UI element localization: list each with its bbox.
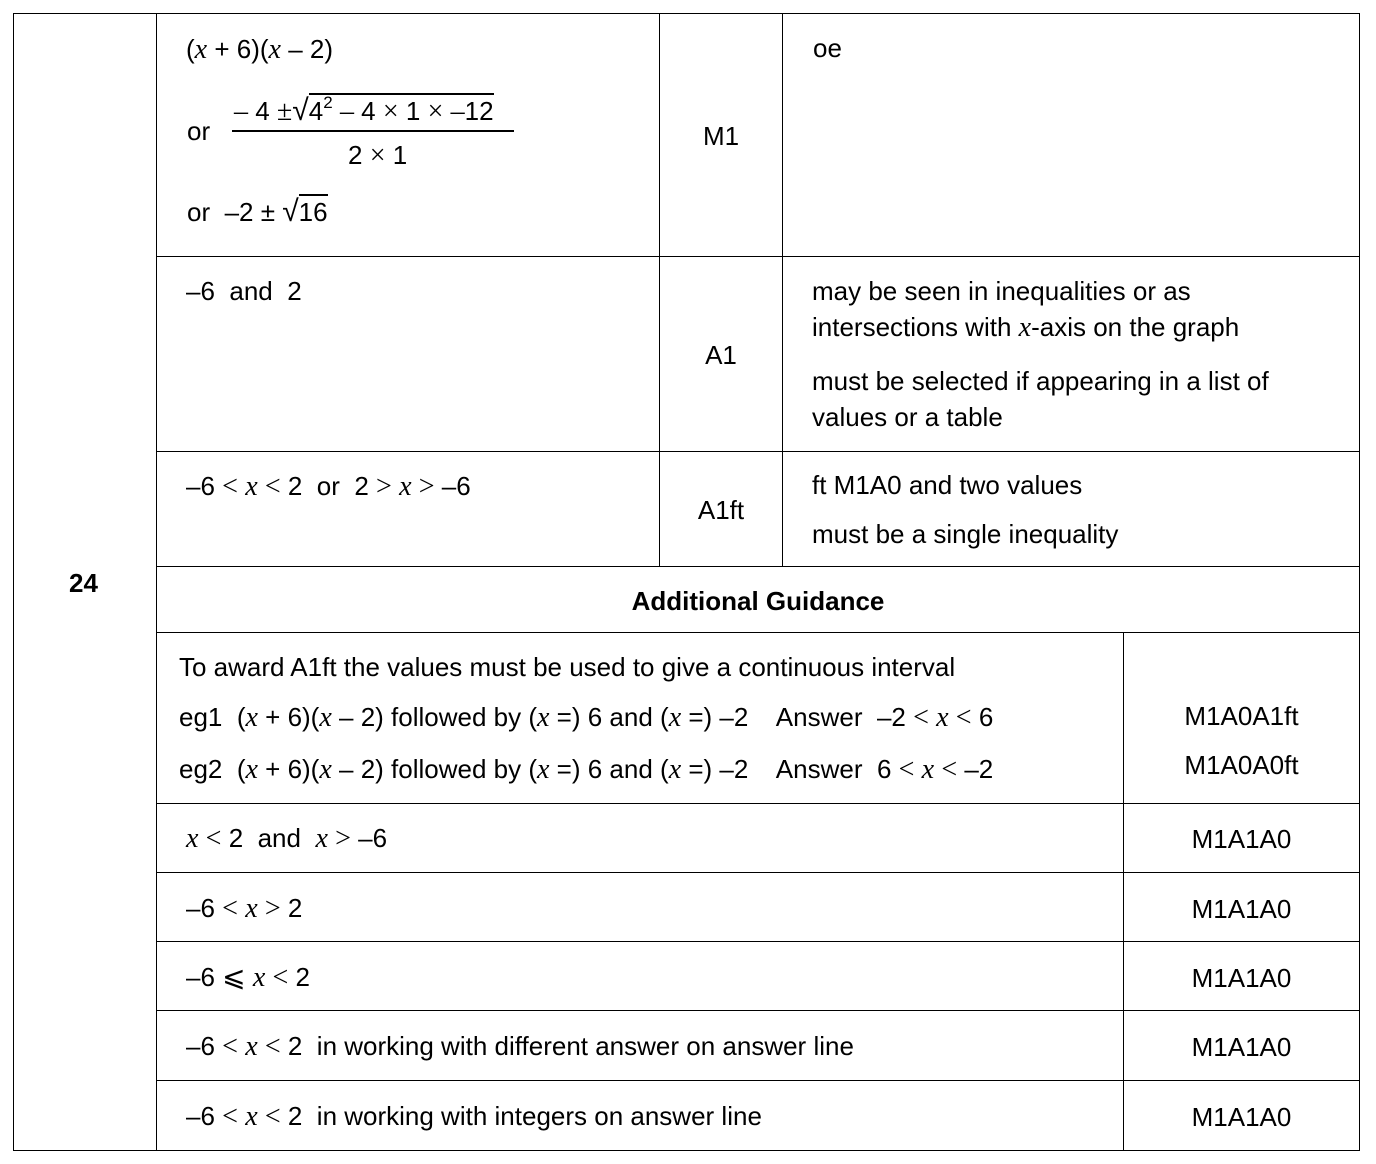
row-2-comment-line-4: values or a table (812, 402, 1003, 432)
guidance-case-4: –6 < x < 2 in working with different answer on answer line (186, 1031, 854, 1062)
guidance-case-4-mark: M1A1A0 (1191, 1032, 1292, 1062)
guidance-eg1: eg1 (x + 6)(x – 2) followed by (x =) 6 and (x =) –2 Answer –2 < x < 6 (179, 702, 994, 733)
row-3-mark: A1ft (697, 495, 745, 525)
row-1-factorised-answer: (x + 6)(x – 2) (186, 34, 333, 65)
guidance-case-2-mark: M1A1A0 (1191, 894, 1292, 924)
guidance-case-5-mark: M1A1A0 (1191, 1102, 1292, 1132)
quadratic-formula-numerator: – $4 \pm√4^2 - 4 \times 1 \times -12$ (234, 93, 494, 127)
guidance-case-1-mark: M1A1A0 (1191, 824, 1292, 854)
row-1-completing-square: or –2 ± √16 (187, 195, 328, 228)
additional-guidance-heading: Additional Guidance (631, 586, 885, 616)
guidance-case-1: x < 2 and x > –6 (186, 823, 388, 854)
row-3-comment-line-2: must be a single inequality (812, 519, 1119, 549)
guidance-case-2: –6 < x > 2 (186, 893, 303, 924)
fraction-bar (232, 130, 514, 132)
row-3-answer: –6 < x < 2 or 2 > x > –6 (186, 471, 471, 502)
guidance-eg2-mark: M1A0A0ft (1184, 750, 1299, 780)
question-number: 24 (69, 568, 98, 598)
quadratic-formula-fraction (232, 86, 514, 171)
row-1-or-label-1: or (187, 116, 211, 146)
guidance-case-5: –6 < x < 2 in working with integers on answer line (186, 1101, 762, 1132)
row-2-mark: A1 (705, 340, 737, 370)
quadratic-formula-denominator: 2 × 1 (348, 140, 408, 171)
guidance-eg2: eg2 (x + 6)(x – 2) followed by (x =) 6 and (x =) –2 Answer 6 < x < –2 (179, 754, 994, 785)
row-2-answer: –6 and 2 (186, 276, 302, 306)
row-3-comment-line-1: ft M1A0 and two values (812, 470, 1083, 500)
guidance-case-3-mark: M1A1A0 (1191, 963, 1292, 993)
guidance-eg1-mark: M1A0A1ft (1184, 701, 1299, 731)
row-2-comment-line-3: must be selected if appearing in a list of (812, 366, 1269, 396)
guidance-intro: To award A1ft the values must be used to give a continuous interval (179, 652, 956, 682)
row-1-mark: M1 (702, 121, 740, 151)
row-2-comment-line-2: intersections with x-axis on the graph (812, 312, 1240, 343)
row-2-comment-line-1: may be seen in inequalities or as (812, 276, 1191, 306)
row-1-comment: oe (813, 33, 842, 63)
guidance-case-3: –6 ⩽ x < 2 (186, 962, 311, 993)
